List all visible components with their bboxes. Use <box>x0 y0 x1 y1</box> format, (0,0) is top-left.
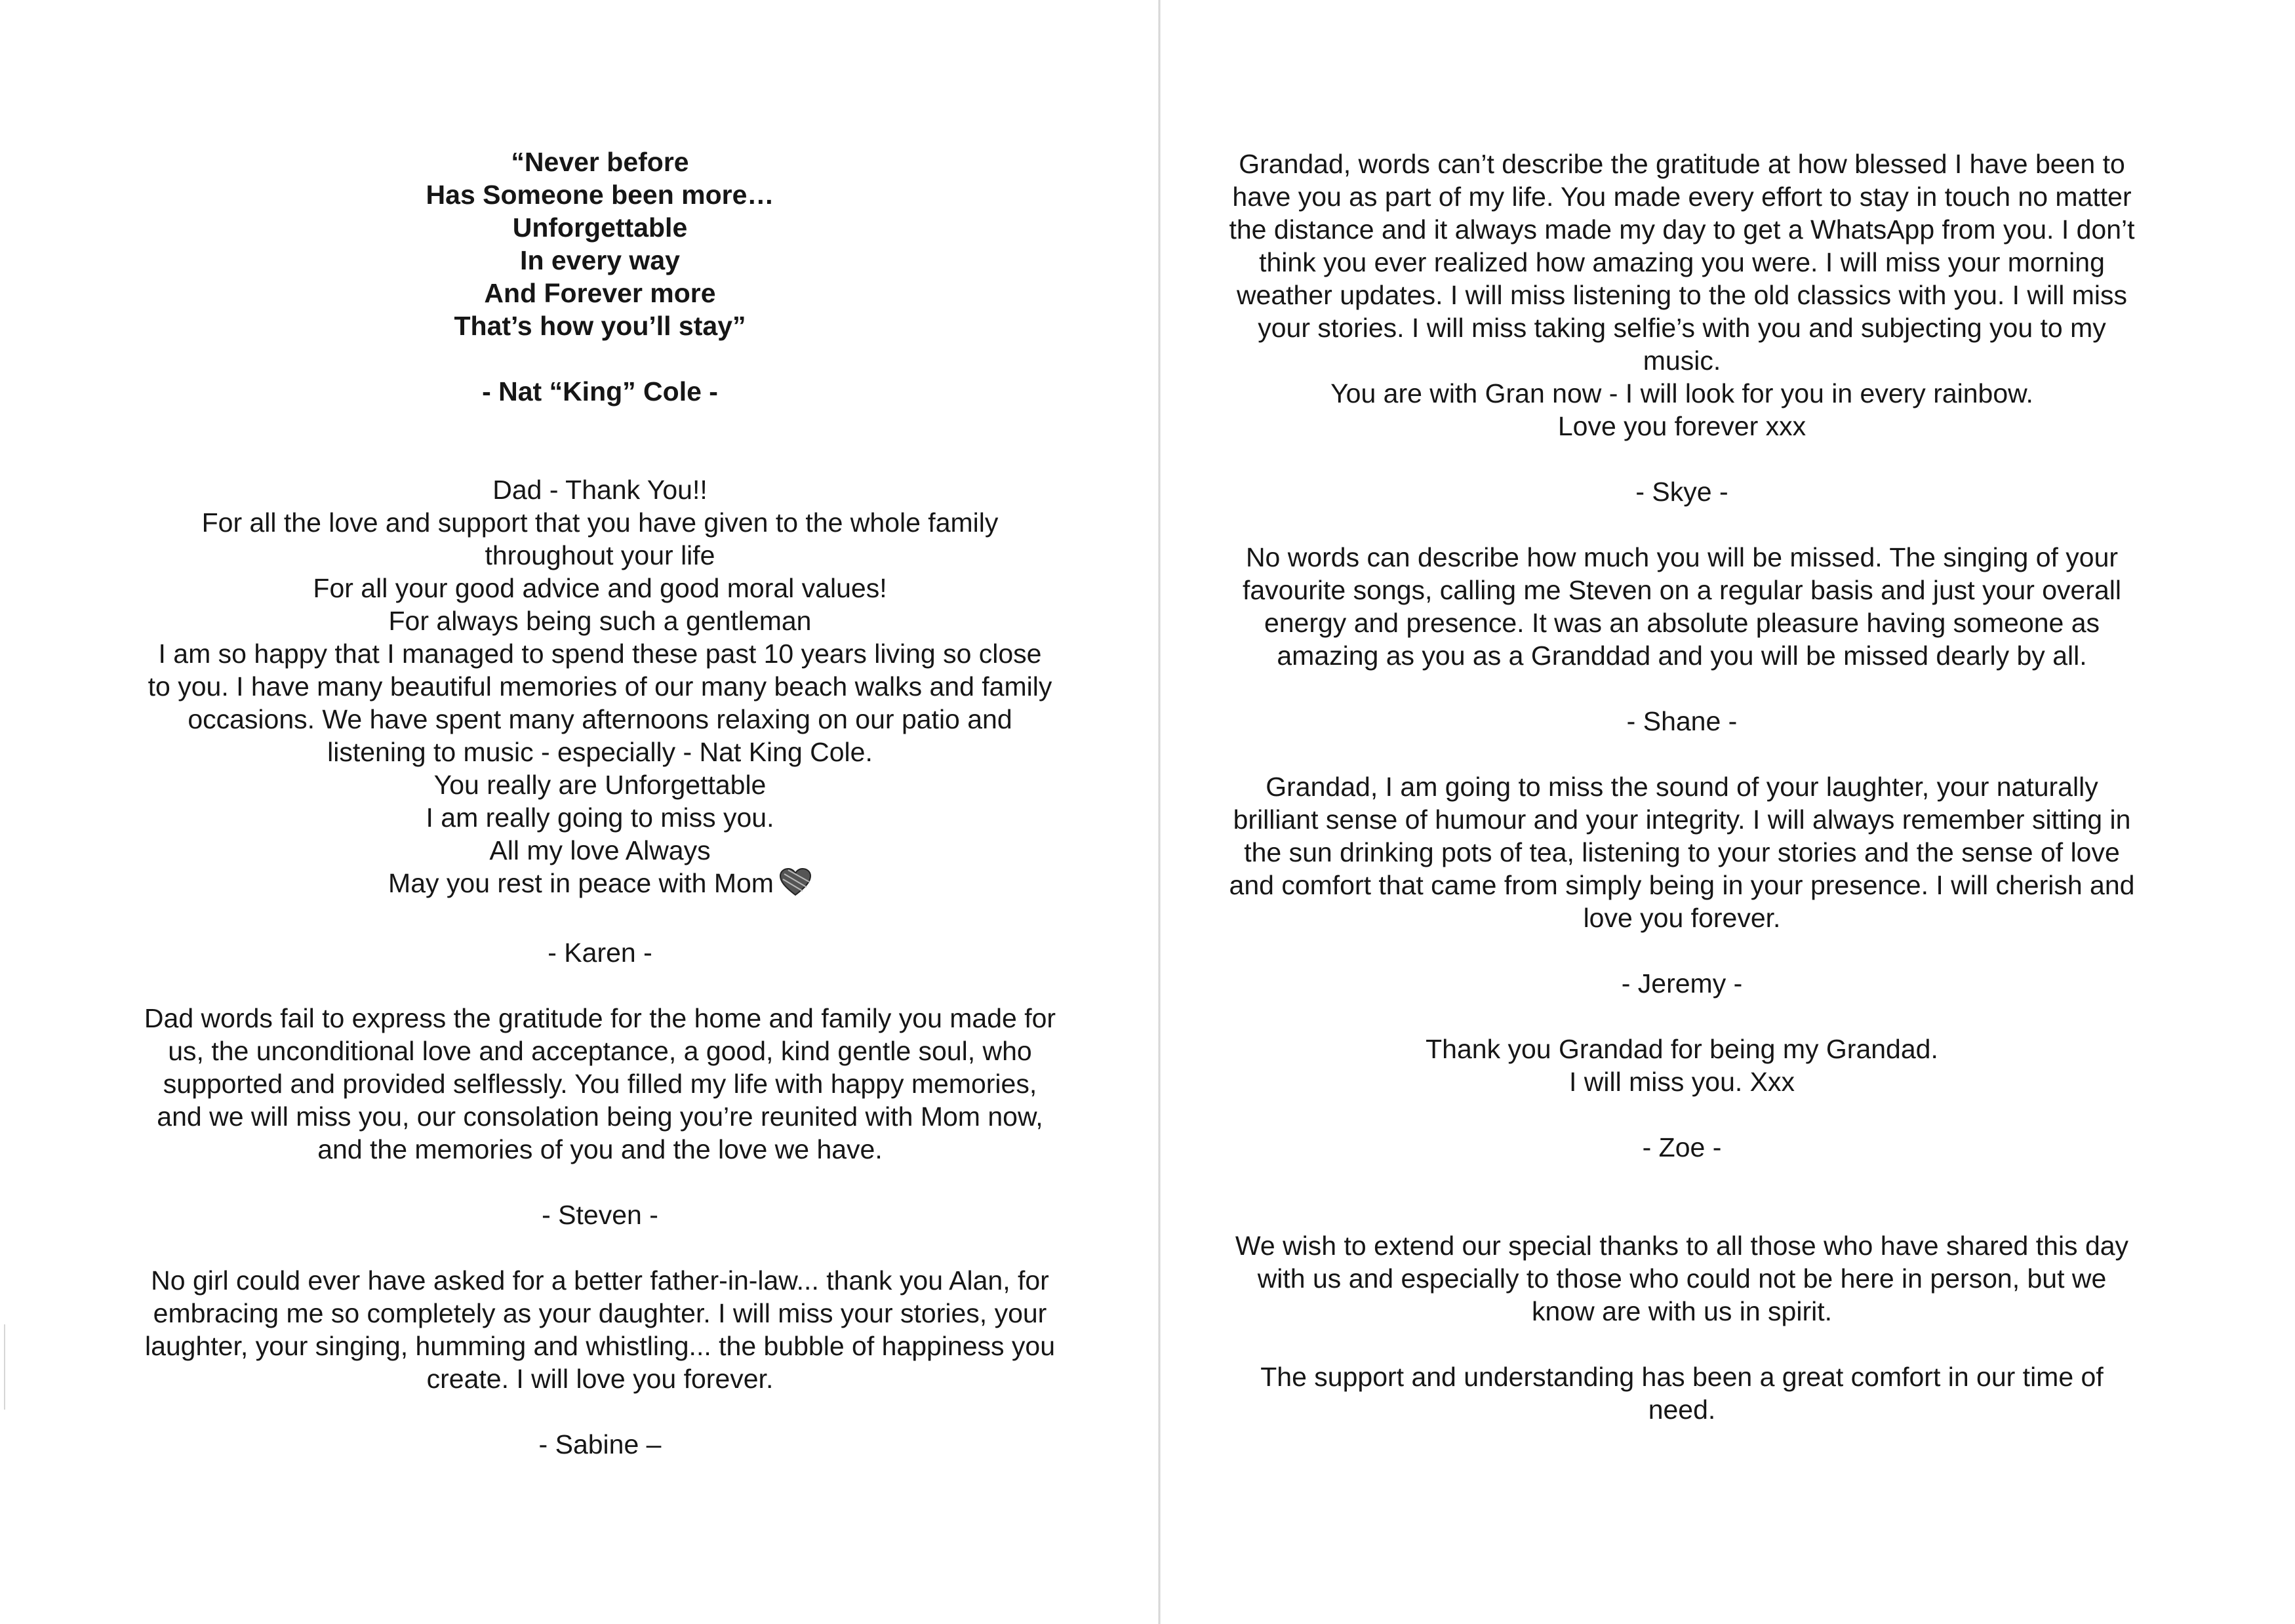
tribute-text-jeremy: Grandad, I am going to miss the sound of your laughter, your naturally brilliant sense of humour and your integrity. I will always remember sitting in the sun drinking pots of tea, listening to your stories and the sense of love and comfort that came from simply being in your presence. I will cherish and love you forever. <box>1229 772 2135 933</box>
tribute-author-jeremy: - Jeremy - <box>1621 968 1743 999</box>
thanks-paragraph: We wish to extend our special thanks to all those who have shared this day with us and especially to those who could not be here in person, but we know are with us in spirit. <box>1235 1231 2129 1326</box>
quote-block <box>98 146 1102 342</box>
thanks-paragraph: The support and understanding has been a great comfort in our time of need. <box>1260 1362 2104 1425</box>
quote-line: That’s how you’ll stay” <box>454 311 746 341</box>
quote-line: “Never before <box>511 147 689 177</box>
tribute-author-sabine: - Sabine – <box>538 1429 662 1459</box>
tribute-text-zoe: Thank you Grandad for being my Grandad. I will miss you. Xxx <box>1426 1034 1938 1097</box>
left-column <box>98 146 1102 1461</box>
quote-line: Unforgettable <box>512 212 688 243</box>
tribute-text-skye: Grandad, words can’t describe the gratitude at how blessed I have been to have you as part of my life. You made every effort to stay in touch no matter the distance and it always made my day to get a WhatsApp from you. I don’t think you ever realized how amazing you were. I will miss your morning weather updates. I will miss listening to the old classics with you. I will miss your stories. I will miss taking selfie’s with you and subjecting you to my music. You are with Gran now - I will look for you in every rainbow. Love you forever xxx <box>1229 149 2135 441</box>
tribute-author-steven: - Steven - <box>542 1200 658 1230</box>
page-fold <box>1158 0 1161 1624</box>
tribute-text-shane: No words can describe how much you will be missed. The singing of your favourite songs, calling me Steven on a regular basis and just your overall energy and presence. It was an absolute pleasure having someone as amazing as you as a Granddad and you will be missed dearly by all. <box>1242 542 2122 671</box>
margin-mark <box>4 1324 5 1410</box>
quote-line: And Forever more <box>484 278 716 308</box>
tribute-author-zoe: - Zoe - <box>1642 1132 1722 1162</box>
heart-icon <box>779 867 812 903</box>
tribute-text-sabine: No girl could ever have asked for a better father-in-law... thank you Alan, for embracing me so completely as your daughter. I will miss your stories, your laughter, your singing, humming and whistling... the bubble of happiness you create. I will love you forever. <box>144 1265 1056 1394</box>
quote-line: In every way <box>520 245 680 275</box>
tribute-text-steven: Dad words fail to express the gratitude for the home and family you made for us, the unconditional love and acceptance, a good, kind gentle soul, who supported and provided selflessly. You filled my life with happy memories, and we will miss you, our consolation being you’re reunited with Mom now, and the memories of you and the love we have. <box>144 1003 1056 1164</box>
tribute-author-shane: - Shane - <box>1626 706 1738 736</box>
tribute-author-skye: - Skye - <box>1635 477 1728 507</box>
quote-line: Has Someone been more… <box>426 180 774 210</box>
tribute-text-karen: Dad - Thank You!! For all the love and support that you have given to the whole family throughout your life For all your good advice and good moral values! For always being such a gentleman I am so happy that I managed to spend these past 10 years living so close to you. I have many beautiful memories of our many beach walks and family occasions. We have spent many afternoons relaxing on our patio and listening to music - especially - Nat King Cole. You really are Unforgettable I am really going to miss you. All my love Always <box>148 475 1052 865</box>
tribute-last-line-karen: May you rest in peace with Mom <box>98 867 1102 903</box>
right-column <box>1180 148 2184 1426</box>
quote-attribution: - Nat “King” Cole - <box>482 376 718 406</box>
tribute-author-karen: - Karen - <box>548 938 652 968</box>
